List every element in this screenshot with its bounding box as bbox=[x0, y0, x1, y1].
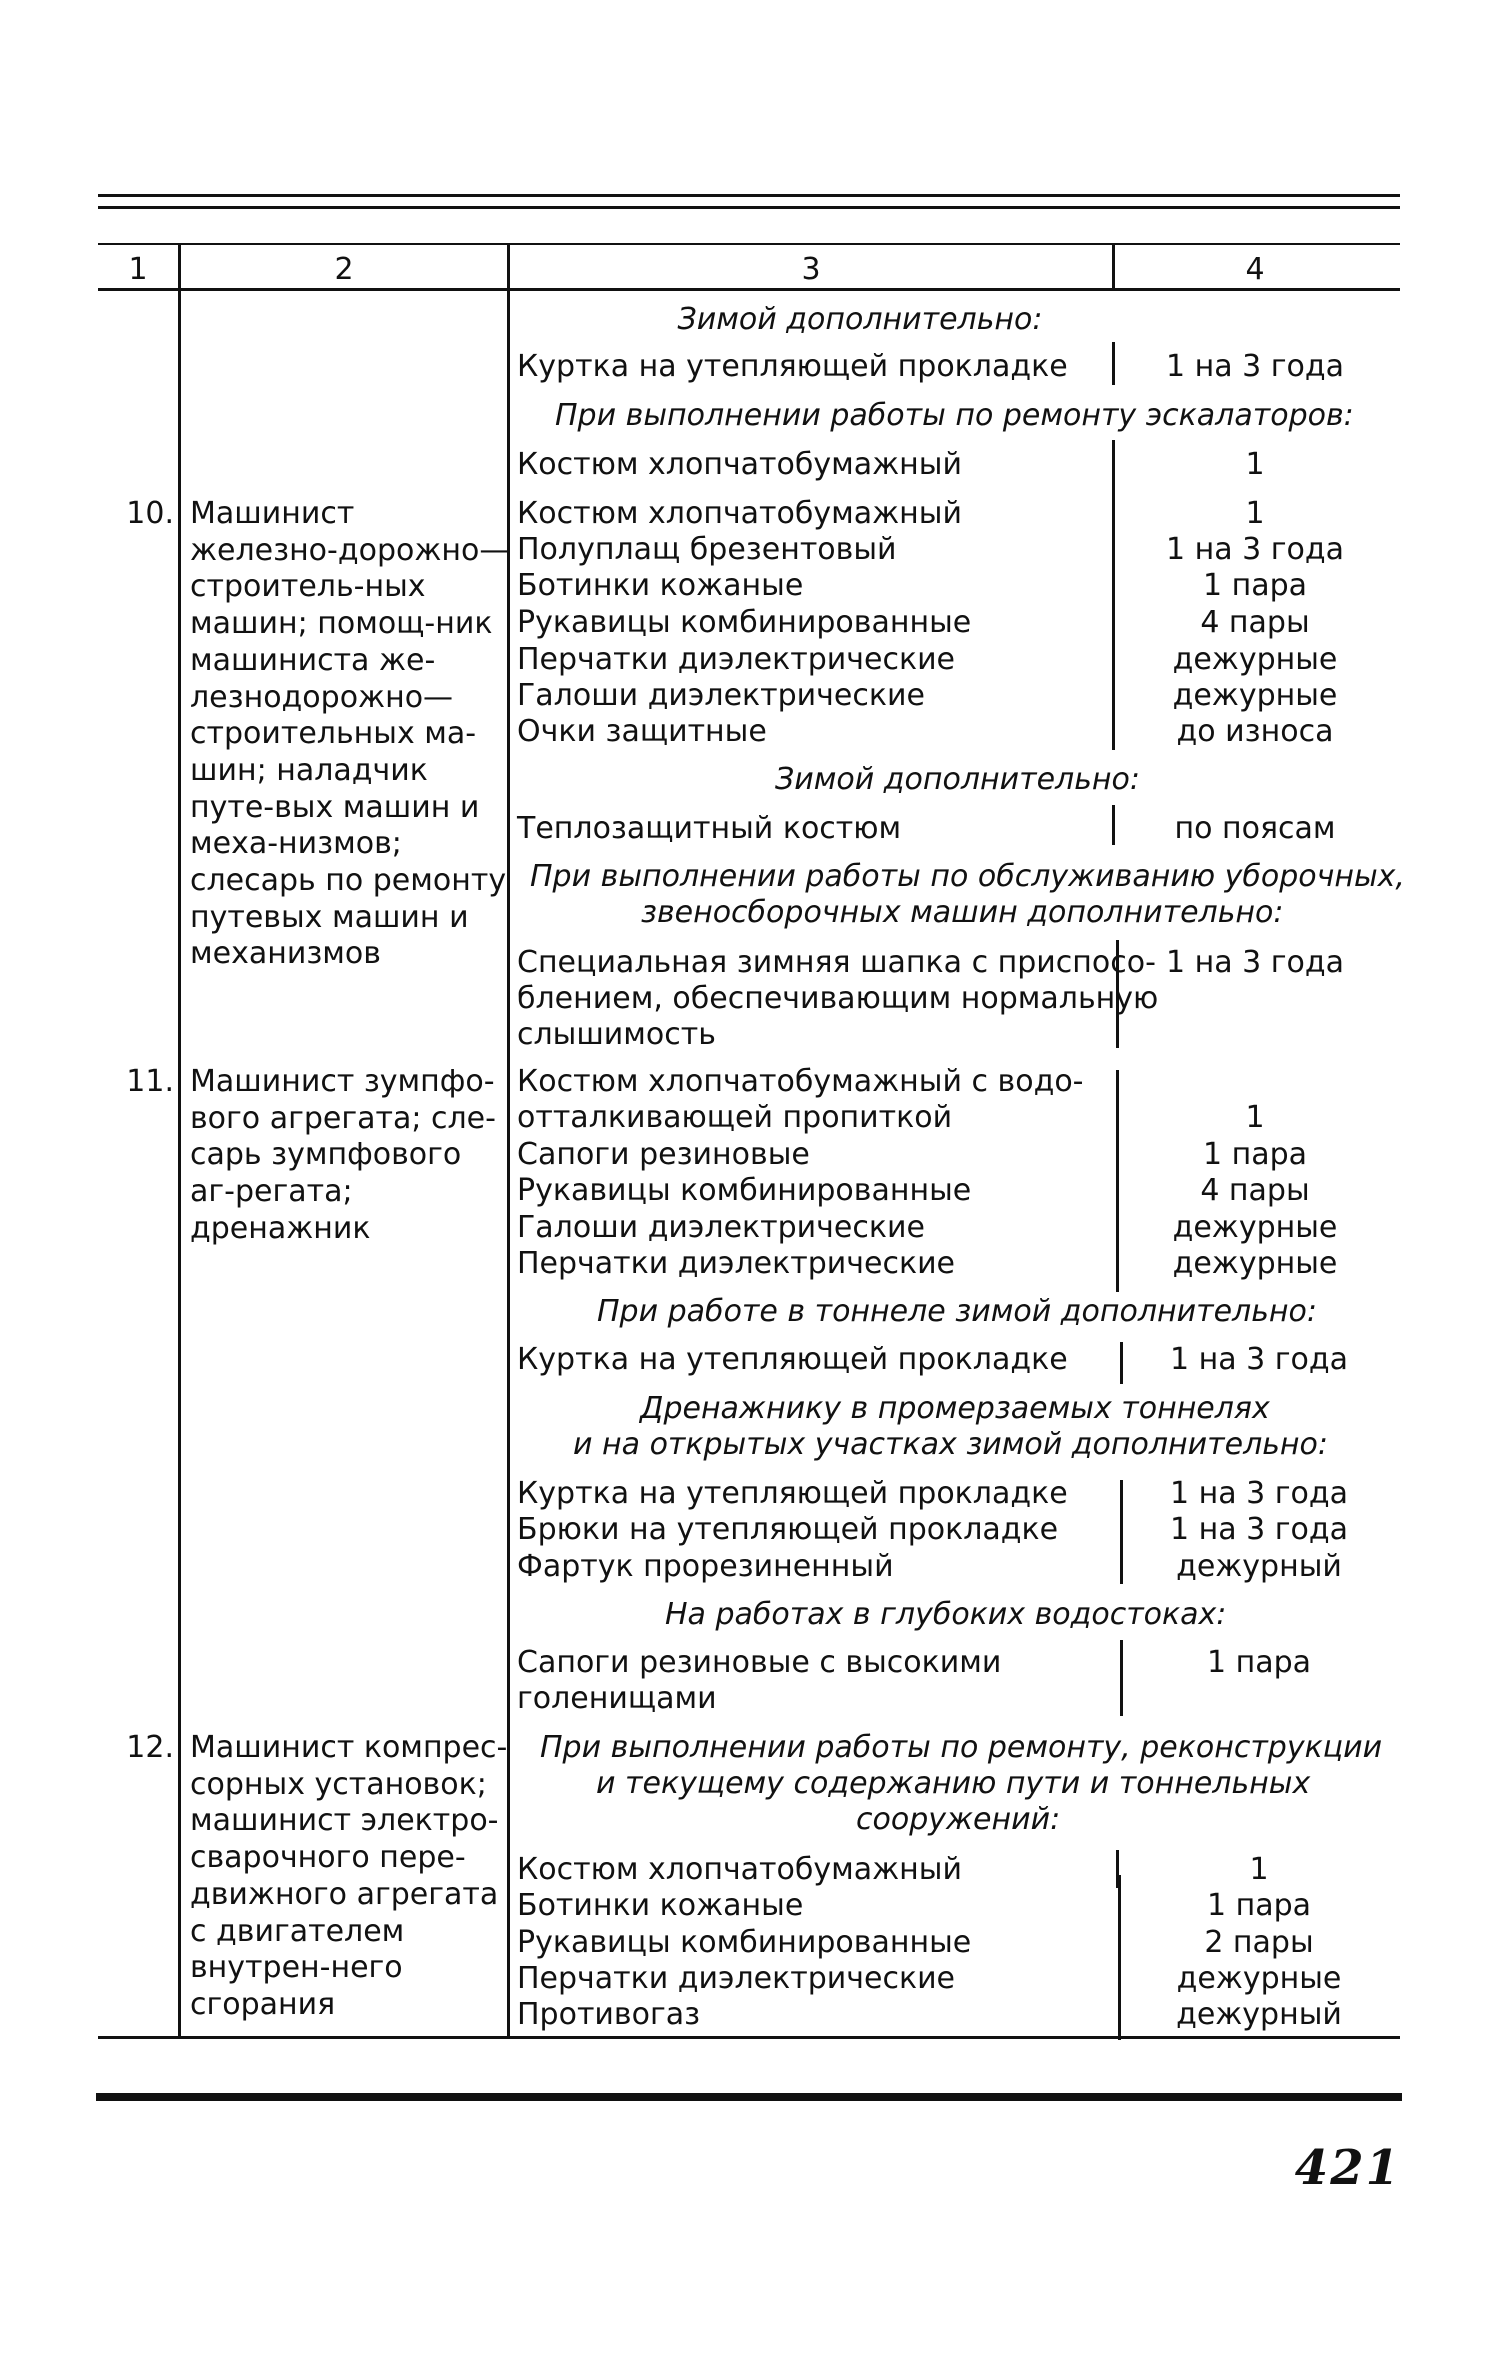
item-qty: дежурные bbox=[1172, 1210, 1338, 1245]
item-qty: 1 bbox=[1245, 1100, 1265, 1135]
section-heading: На работах в глубоких водостоках: bbox=[665, 1597, 1227, 1632]
section-heading: При выполнении работы по обслуживанию уборочных, bbox=[530, 859, 1405, 894]
qty-divider bbox=[1112, 805, 1115, 845]
item-name: отталкивающей пропиткой bbox=[517, 1100, 953, 1135]
item-qty: 1 на 3 года bbox=[1169, 1512, 1349, 1547]
item-name: Противогаз bbox=[517, 1997, 701, 2032]
page-number: 421 bbox=[1294, 2140, 1401, 2196]
item-name: Рукавицы комбинированные bbox=[517, 605, 972, 640]
item-name: Галоши диэлектрические bbox=[517, 1210, 925, 1245]
section-heading: сооружений: bbox=[856, 1802, 1061, 1837]
item-name: Рукавицы комбинированные bbox=[517, 1173, 972, 1208]
section-heading: Дренажнику в промерзаемых тоннелях bbox=[640, 1391, 1270, 1426]
item-qty: 1 на 3 года bbox=[1165, 349, 1345, 384]
item-name: Ботинки кожаные bbox=[517, 568, 804, 603]
col-divider-1 bbox=[178, 243, 181, 2038]
item-name: Костюм хлопчатобумажный bbox=[517, 1852, 962, 1887]
item-qty: дежурные bbox=[1172, 678, 1338, 713]
item-name: Перчатки диэлектрические bbox=[517, 1246, 956, 1281]
row-number: 10. bbox=[126, 496, 174, 531]
item-name: Очки защитные bbox=[517, 714, 767, 749]
item-qty: 2 пары bbox=[1204, 1925, 1314, 1960]
header-top-border bbox=[98, 243, 1400, 245]
item-qty: по поясам bbox=[1174, 811, 1336, 846]
qty-divider bbox=[1120, 1342, 1123, 1384]
item-name: Куртка на утепляющей прокладке bbox=[517, 349, 1068, 384]
item-name: Куртка на утепляющей прокладке bbox=[517, 1476, 1068, 1511]
item-name: слышимость bbox=[517, 1017, 716, 1052]
section-heading: При выполнении работы по ремонту, реконструкции bbox=[540, 1730, 1383, 1765]
row-number: 11. bbox=[126, 1064, 174, 1099]
qty-divider bbox=[1116, 1070, 1119, 1292]
item-qty: 1 bbox=[1249, 1852, 1269, 1887]
item-name: голенищами bbox=[517, 1681, 717, 1716]
item-name: Костюм хлопчатобумажный с водо- bbox=[517, 1064, 1084, 1099]
section-heading: При выполнении работы по ремонту эскалаторов: bbox=[555, 398, 1354, 433]
item-name: Перчатки диэлектрические bbox=[517, 642, 956, 677]
item-name: Куртка на утепляющей прокладке bbox=[517, 1342, 1068, 1377]
item-qty: 1 на 3 года bbox=[1169, 1342, 1349, 1377]
item-name: блением, обеспечивающим нормальную bbox=[517, 981, 1159, 1016]
item-name: Брюки на утепляющей прокладке bbox=[517, 1512, 1059, 1547]
item-qty: 1 на 3 года bbox=[1165, 532, 1345, 567]
item-name: Рукавицы комбинированные bbox=[517, 1925, 972, 1960]
header-col-2: 2 bbox=[334, 252, 354, 287]
item-name: Фартук прорезиненный bbox=[517, 1549, 894, 1584]
item-name: Костюм хлопчатобумажный bbox=[517, 447, 962, 482]
item-qty: дежурный bbox=[1176, 1549, 1342, 1584]
header-bottom-border bbox=[98, 288, 1400, 291]
item-name: Полуплащ брезентовый bbox=[517, 532, 897, 567]
qty-divider bbox=[1118, 1875, 1121, 2040]
item-name: Костюм хлопчатобумажный bbox=[517, 496, 962, 531]
item-qty: 1 bbox=[1245, 447, 1265, 482]
item-name: Ботинки кожаные bbox=[517, 1888, 804, 1923]
profession-cell: Машинист зумпфо-вого агрегата; сле-сарь зумпфового аг-регата; дренажник bbox=[190, 1064, 496, 1246]
table-bottom-border bbox=[98, 2036, 1400, 2039]
item-name: Теплозащитный костюм bbox=[517, 811, 902, 846]
section-heading: и на открытых участках зимой дополнительно: bbox=[573, 1427, 1329, 1462]
item-qty: 4 пары bbox=[1200, 605, 1310, 640]
section-heading: звеносборочных машин дополнительно: bbox=[641, 895, 1284, 930]
top-rule-2 bbox=[98, 206, 1400, 209]
profession-cell: Машинист компрес-сорных установок; машинист электро-сварочного пере-движного агрегата с двигателем внутрен-него сгорания bbox=[190, 1730, 508, 2022]
section-heading: При работе в тоннеле зимой дополнительно: bbox=[597, 1294, 1317, 1329]
header-col-4: 4 bbox=[1245, 252, 1265, 287]
item-qty: 1 bbox=[1245, 496, 1265, 531]
bottom-rule bbox=[96, 2093, 1402, 2101]
item-qty: 1 пара bbox=[1206, 1645, 1312, 1680]
qty-divider bbox=[1120, 1640, 1123, 1716]
profession-cell: Машинист железно-дорожно—строитель-ных машин; помощ-ник машиниста же-лезнодорожно—строительных ма-шин; наладчик путе-вых машин и меха-низмов; слесарь по ремонту путевых машин и механизмов bbox=[190, 496, 510, 972]
qty-divider bbox=[1112, 342, 1115, 385]
item-qty: 1 пара bbox=[1202, 1137, 1308, 1172]
row-number: 12. bbox=[126, 1730, 174, 1765]
section-heading: Зимой дополнительно: bbox=[677, 302, 1043, 337]
section-heading: Зимой дополнительно: bbox=[775, 762, 1140, 797]
item-name: Сапоги резиновые с высокими bbox=[517, 1645, 1002, 1680]
item-qty: 1 пара bbox=[1206, 1888, 1312, 1923]
item-qty: дежурные bbox=[1172, 1246, 1338, 1281]
item-qty: дежурный bbox=[1176, 1997, 1342, 2032]
item-name: Галоши диэлектрические bbox=[517, 678, 925, 713]
item-qty: до износа bbox=[1176, 714, 1334, 749]
qty-divider bbox=[1120, 1480, 1123, 1584]
item-name: Перчатки диэлектрические bbox=[517, 1961, 956, 1996]
item-name: Сапоги резиновые bbox=[517, 1137, 810, 1172]
item-qty: дежурные bbox=[1176, 1961, 1342, 1996]
section-heading: и текущему содержанию пути и тоннельных bbox=[596, 1766, 1311, 1801]
header-col-1: 1 bbox=[128, 252, 148, 287]
item-name: Специальная зимняя шапка с приспосо- bbox=[517, 945, 1156, 980]
header-col-3: 3 bbox=[801, 252, 821, 287]
item-qty: 1 на 3 года bbox=[1165, 945, 1345, 980]
item-qty: 4 пары bbox=[1200, 1173, 1310, 1208]
top-rule-1 bbox=[98, 194, 1400, 197]
item-qty: 1 пара bbox=[1202, 568, 1308, 603]
qty-divider bbox=[1112, 440, 1115, 750]
item-qty: 1 на 3 года bbox=[1169, 1476, 1349, 1511]
item-qty: дежурные bbox=[1172, 642, 1338, 677]
